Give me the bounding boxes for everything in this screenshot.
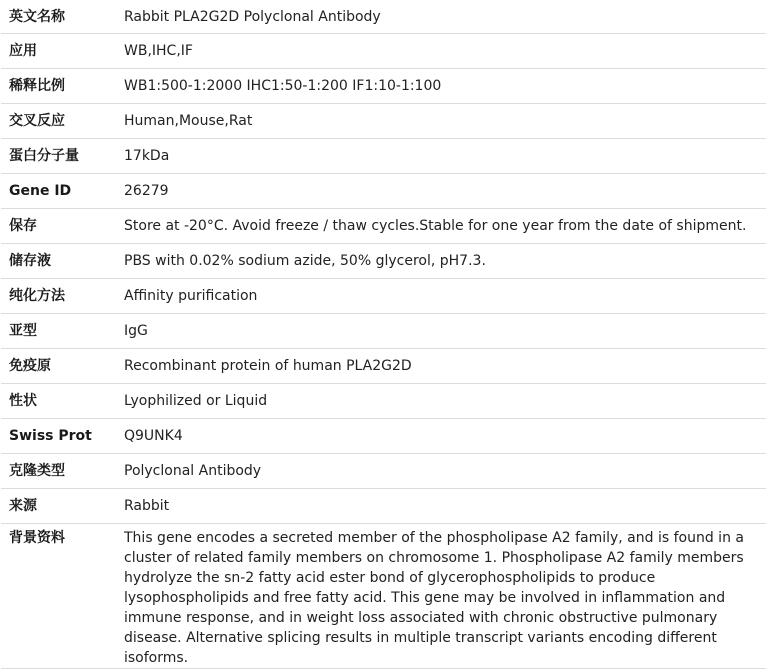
spec-value: PBS with 0.02% sodium azide, 50% glycerol, pH7.3. xyxy=(117,244,766,279)
spec-key: 英文名称 xyxy=(1,0,117,34)
spec-key: 免疫原 xyxy=(1,349,117,384)
spec-value: 26279 xyxy=(117,174,766,209)
spec-row-swiss-prot xyxy=(1,419,766,454)
spec-key: 纯化方法 xyxy=(1,279,117,314)
spec-key: 背景资料 xyxy=(1,524,117,669)
spec-row-purification xyxy=(1,279,766,314)
spec-key: 亚型 xyxy=(1,314,117,349)
spec-key: 稀释比例 xyxy=(1,69,117,104)
spec-key: 克隆类型 xyxy=(1,454,117,489)
spec-row-form xyxy=(1,384,766,419)
spec-key: 交叉反应 xyxy=(1,104,117,139)
spec-value: Q9UNK4 xyxy=(117,419,766,454)
spec-value: This gene encodes a secreted member of the phospholipase A2 family, and is found in a cluster of related family members on chromosome 1. Phospholipase A2 family members hydrolyze the sn-2 fatty acid ester bond of glycerophospholipids to produce lysophospholipids and free fatty acid. This gene may be involved in inflammation and immune response, and in weight loss associated with chronic obstructive pulmonary disease. Alternative splicing results in multiple transcript variants encoding different isoforms. xyxy=(117,524,766,669)
spec-value: IgG xyxy=(117,314,766,349)
spec-row-immunogen xyxy=(1,349,766,384)
spec-row-reactivity xyxy=(1,104,766,139)
spec-value: Lyophilized or Liquid xyxy=(117,384,766,419)
spec-key: 保存 xyxy=(1,209,117,244)
spec-key: 蛋白分子量 xyxy=(1,139,117,174)
spec-row-isotype xyxy=(1,314,766,349)
spec-value: Store at -20°C. Avoid freeze / thaw cycles.Stable for one year from the date of shipment. xyxy=(117,209,766,244)
spec-key: 应用 xyxy=(1,34,117,69)
spec-row-dilution xyxy=(1,69,766,104)
product-spec-table xyxy=(1,0,766,669)
spec-value: Polyclonal Antibody xyxy=(117,454,766,489)
spec-value: WB,IHC,IF xyxy=(117,34,766,69)
spec-key: Gene ID xyxy=(1,174,117,209)
spec-row-background xyxy=(1,524,766,669)
spec-key: 性状 xyxy=(1,384,117,419)
spec-row-storage xyxy=(1,209,766,244)
spec-key: Swiss Prot xyxy=(1,419,117,454)
spec-row-buffer xyxy=(1,244,766,279)
spec-row-clonality xyxy=(1,454,766,489)
spec-row-english-name xyxy=(1,0,766,34)
spec-value: 17kDa xyxy=(117,139,766,174)
spec-value: Recombinant protein of human PLA2G2D xyxy=(117,349,766,384)
spec-key: 来源 xyxy=(1,489,117,524)
spec-row-gene-id xyxy=(1,174,766,209)
spec-value: Human,Mouse,Rat xyxy=(117,104,766,139)
spec-row-molecular-weight xyxy=(1,139,766,174)
spec-value: WB1:500-1:2000 IHC1:50-1:200 IF1:10-1:100 xyxy=(117,69,766,104)
spec-key: 储存液 xyxy=(1,244,117,279)
spec-row-application xyxy=(1,34,766,69)
spec-value: Rabbit xyxy=(117,489,766,524)
spec-value: Affinity purification xyxy=(117,279,766,314)
spec-row-host xyxy=(1,489,766,524)
spec-value: Rabbit PLA2G2D Polyclonal Antibody xyxy=(117,0,766,34)
